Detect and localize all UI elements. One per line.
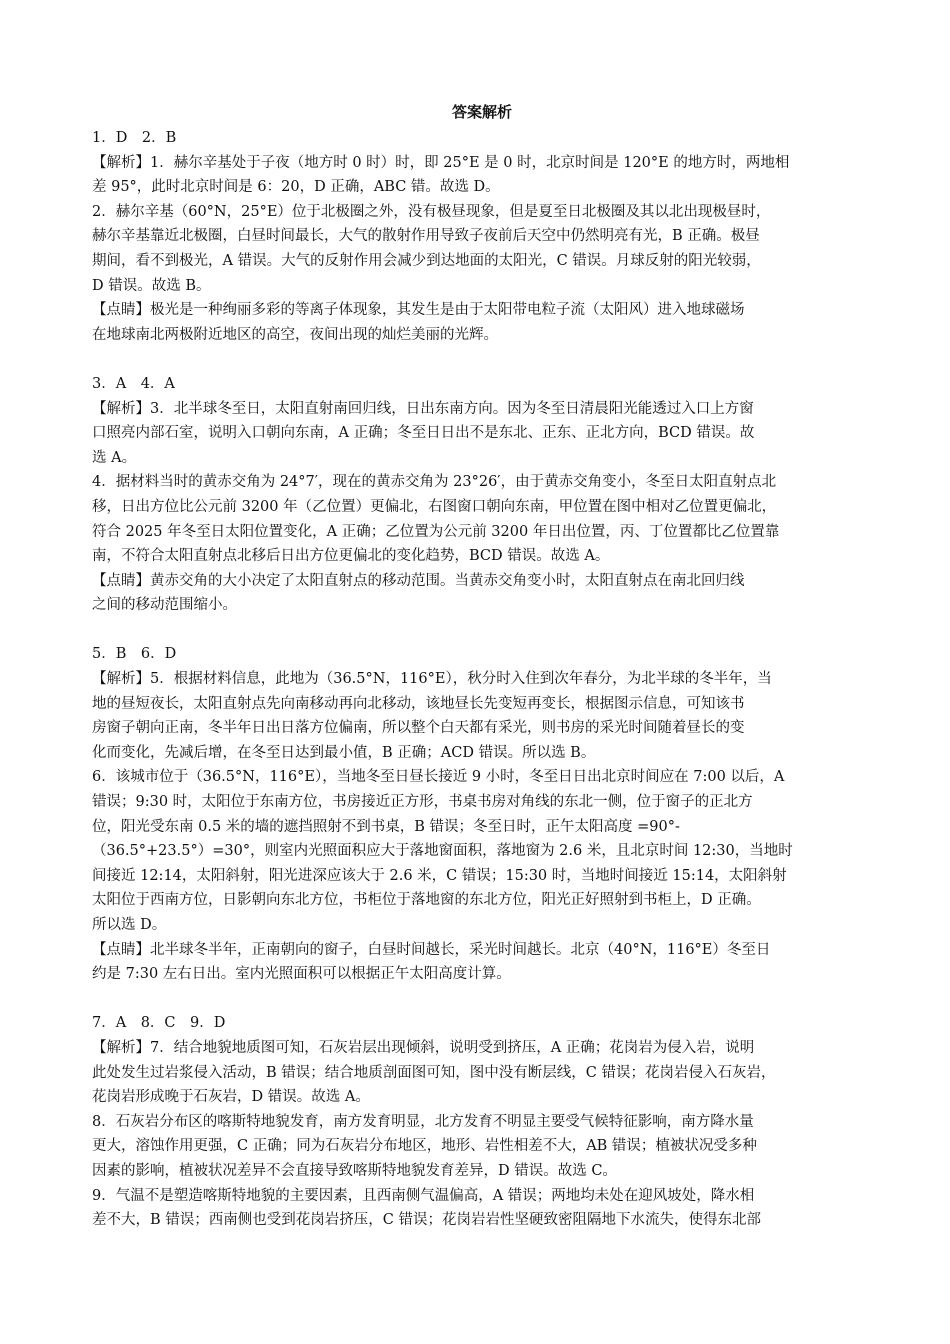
text-line: 【点睛】北半球冬半年，正南朝向的窗子，白昼时间越长，采光时间越长。北京（40°N，116°E）冬至日: [92, 941, 771, 958]
text-line: 8．石灰岩分布区的喀斯特地貌发育，南方发育明显，北方发育不明显主要受气候特征影响，南方降水量: [92, 1113, 754, 1130]
text-line: 更大，溶蚀作用更强，C 正确；同为石灰岩分布地区，地形、岩性相差不大，AB 错误；植被状况受多种: [92, 1138, 757, 1155]
text-line: 4．据材料当时的黄赤交角为 24°7′，现在的黄赤交角为 23°26′，由于黄赤交角变小，冬至日太阳直射点北: [92, 474, 777, 491]
text-line: 6．该城市位于（36.5°N，116°E），当地冬至日昼长接近 9 小时，冬至日日出北京时间应在 7:00 以后，A: [92, 769, 785, 786]
text-line: 移，日出方位比公元前 3200 年（乙位置）更偏北，右图窗口朝向东南，甲位置在图中相对乙位置更偏北，: [92, 498, 777, 515]
text-line: 因素的影响，植被状况差异不会直接导致喀斯特地貌发育差异，D 错误。故选 C。: [92, 1162, 617, 1179]
text-line: 符合 2025 年冬至日太阳位置变化，A 正确；乙位置为公元前 3200 年日出位置，丙、丁位置都比乙位置靠: [92, 523, 780, 540]
answer-analysis-page: [92, 100, 872, 1233]
text-line: 位，阳光受东南 0.5 米的墙的遮挡照射不到书桌，B 错误；冬至日时，正午太阳高度 =90°-: [92, 818, 680, 835]
text-line: 赫尔辛基靠近北极圈，白昼时间最长，大气的散射作用导致子夜前后天空中仍然明亮有光，B 正确。极昼: [92, 228, 760, 245]
blank-line: [92, 987, 872, 1012]
text-line: 错误；9:30 时，太阳位于东南方位，书房接近正方形，书桌书房对角线的东北一侧，位于窗子的正北方: [92, 794, 753, 811]
answer-key-line: 5．B 6．D: [92, 646, 177, 663]
text-line: 期间，看不到极光，A 错误。大气的反射作用会减少到达地面的太阳光，C 错误。月球反射的阳光较弱，: [92, 252, 761, 269]
text-line: 此处发生过岩浆侵入活动，B 错误；结合地质剖面图可知，图中没有断层线，C 错误；花岗岩侵入石灰岩，: [92, 1064, 776, 1081]
text-line: 房窗子朝向正南，冬半年日出日落方位偏南，所以整个白天都有采光，则书房的采光时间随着昼长的变: [92, 720, 745, 737]
text-line: 间接近 12:14，太阳斜射，阳光进深应该大于 2.6 米，C 错误；15:30 时，当地时间接近 15:14，太阳斜射: [92, 867, 787, 884]
blank-line: [92, 618, 872, 643]
text-line: 太阳位于西南方位，日影朝向东北方位，书柜位于落地窗的东北方位，阳光正好照射到书柜上，D 正确。: [92, 892, 761, 909]
answer-key-line: 3．A 4．A: [92, 375, 175, 392]
text-line: 约是 7:30 左右日出。室内光照面积可以根据正午太阳高度计算。: [92, 966, 511, 983]
text-line: 地的昼短夜长，太阳直射点先向南移动再向北移动，该地昼长先变短再变长，根据图示信息，可知该书: [92, 695, 745, 712]
text-line: 【解析】7．结合地貌地质图可知，石灰岩层出现倾斜，说明受到挤压，A 正确；花岗岩为侵入岩，说明: [92, 1039, 755, 1056]
text-line: 所以选 D。: [92, 917, 167, 933]
text-line: 差 95°，此时北京时间是 6：20，D 正确，ABC 错。故选 D。: [92, 179, 500, 196]
text-line: 之间的移动范围缩小。: [92, 597, 237, 614]
text-line: 【解析】1．赫尔辛基处于子夜（地方时 0 时）时，即 25°E 是 0 时，北京时间是 120°E 的地方时，两地相: [92, 154, 790, 171]
text-line: D 错误。故选 B。: [92, 277, 211, 294]
text-line: 【解析】5．根据材料信息，此地为（36.5°N，116°E），秋分时入住到次年春分，为北半球的冬半年，当: [92, 671, 772, 688]
text-line: 差不大，B 错误；西南侧也受到花岗岩挤压，C 错误；花岗岩岩性坚硬致密阻隔地下水流失，使得东北部: [92, 1212, 761, 1229]
analysis-body: [92, 126, 872, 1233]
text-line: 选 A。: [92, 449, 137, 466]
text-line: 【解析】3．北半球冬至日，太阳直射南回归线，日出东南方向。因为冬至日清晨阳光能透过入口上方窗: [92, 400, 754, 417]
text-line: 【点睛】极光是一种绚丽多彩的等离子体现象，其发生是由于太阳带电粒子流（太阳风）进入地球磁场: [92, 302, 745, 319]
blank-line: [92, 347, 872, 372]
text-line: 南，不符合太阳直射点北移后日出方位更偏北的变化趋势，BCD 错误。故选 A。: [92, 548, 610, 565]
page-title: 答案解析: [451, 103, 512, 121]
text-line: 【点睛】黄赤交角的大小决定了太阳直射点的移动范围。当黄赤交角变小时，太阳直射点在南北回归线: [92, 572, 745, 589]
text-line: 花岗岩形成晚于石灰岩，D 错误。故选 A。: [92, 1089, 370, 1106]
text-line: 化而变化，先减后增，在冬至日达到最小值，B 正确；ACD 错误。所以选 B。: [92, 744, 596, 761]
text-line: 口照亮内部石室，说明入口朝向东南，A 正确；冬至日日出不是东北、正东、正北方向，BCD 错误。故: [92, 425, 755, 442]
answer-key-line: 7．A 8．C 9．D: [92, 1015, 226, 1032]
text-line: 2．赫尔辛基（60°N，25°E）位于北极圈之外，没有极昼现象，但是夏至日北极圈及其以北出现极昼时，: [92, 203, 771, 220]
text-line: 在地球南北两极附近地区的高空，夜间出现的灿烂美丽的光辉。: [92, 326, 498, 343]
answer-key-line: 1．D 2．B: [92, 130, 177, 146]
text-line: （36.5°+23.5°）=30°，则室内光照面积应大于落地窗面积，落地窗为 2.6 米，且北京时间 12:30，当地时: [92, 843, 793, 860]
text-line: 9．气温不是塑造喀斯特地貌的主要因素，且西南侧气温偏高，A 错误；两地均未处在迎风坡处，降水相: [92, 1187, 755, 1204]
